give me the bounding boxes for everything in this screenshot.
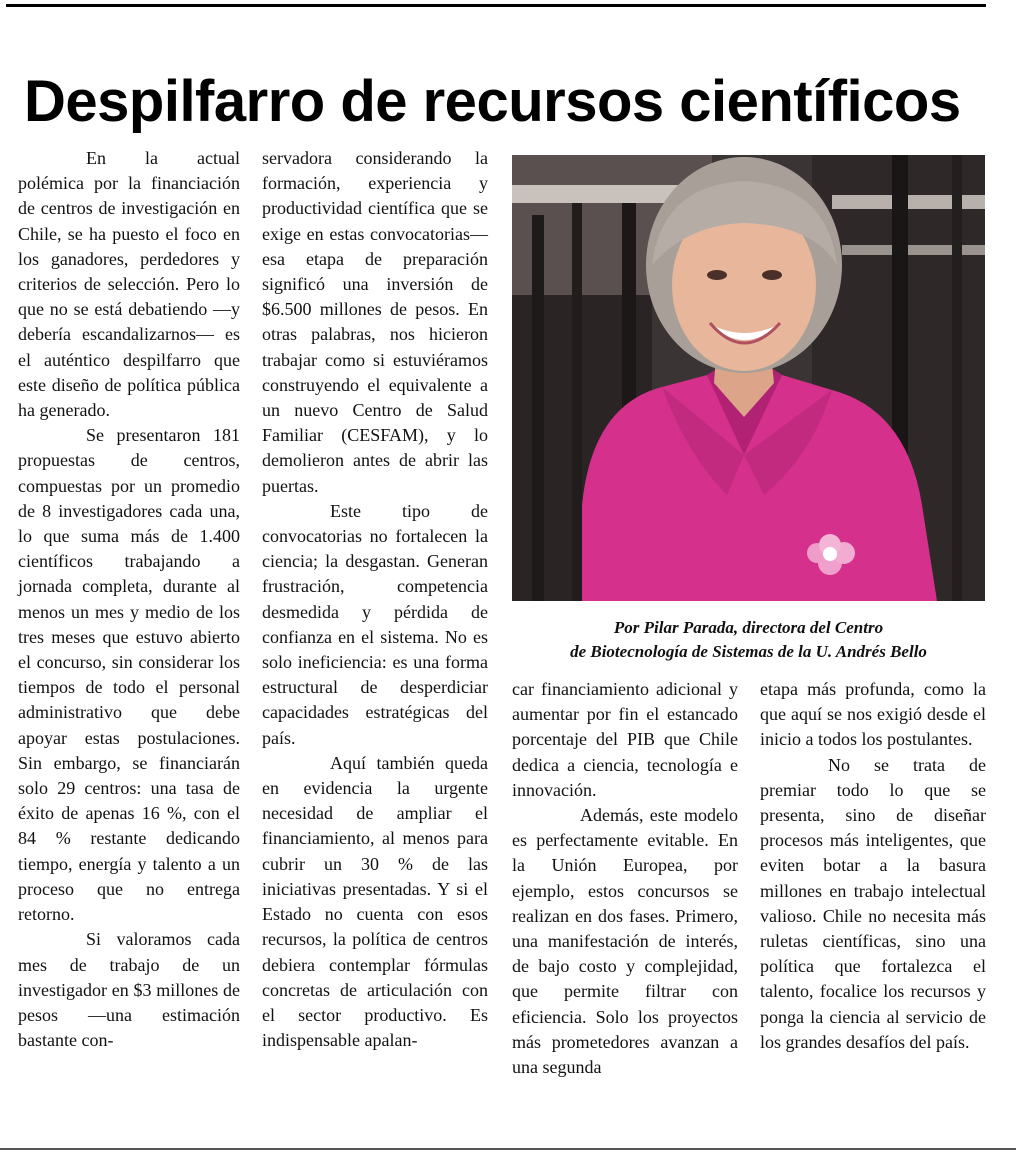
caption-line: de Biotecnología de Sistemas de la U. Andrés Bello (570, 642, 927, 661)
article-column-3 (512, 677, 738, 1080)
paragraph: Además, este modelo es perfectamente evitable. En la Unión Europea, por ejemplo, estos concursos se realizan en dos fases. Primero, una manifestación de interés, de bajo costo y complejidad, que permite filtrar con eficiencia. Solo los proyectos más prometedores avanzan a una segunda (512, 805, 738, 1078)
paragraph: En la actual polémica por la financiación de centros de investigación en Chile, se ha puesto el foco en los ganadores, perdedores y criterios de selección. Pero lo que no se está debatiendo —y debería escandalizarnos— es el auténtico despilfarro que este diseño de política pública ha generado. (18, 148, 240, 421)
top-rule (6, 4, 986, 7)
article-column-1 (18, 146, 240, 1053)
bottom-rule (0, 1148, 1016, 1150)
photo-caption (512, 616, 985, 664)
article-column-4 (760, 677, 986, 1055)
paragraph: servadora considerando la formación, experiencia y productividad científica que se exige en estas convocatorias— esa etapa de preparación significó una inversión de $6.500 millones de pesos. En otras palabras, nos hicieron trabajar como si estuviéramos construyendo el equivalente a un nuevo Centro de Salud Familiar (CESFAM), y lo demolieron antes de abrir las puertas. (262, 148, 488, 496)
paragraph: car financiamiento adicional y aumentar por fin el estancado porcentaje del PIB que Chile dedica a ciencia, tecnología e innovación. (512, 679, 738, 800)
paragraph: Se presentaron 181 propuestas de centros, compuestas por un promedio de 8 investigadores cada una, lo que suma más de 1.400 científicos trabajando a jornada completa, durante al menos un mes y medio de los tres meses que estuvo abierto el concurso, sin considerar los tiempos de todo el personal administrativo que debe apoyar estas postulaciones. Sin embargo, se financiarán solo 29 centros: una tasa de éxito de apenas 16 %, con el 84 % restante dedicando tiempo, energía y talento a un proceso que no entrega retorno. (18, 425, 240, 925)
paragraph: No se trata de premiar todo lo que se presenta, sino de diseñar procesos más inteligentes, que eviten botar a la basura millones en trabajo intelectual valioso. Chile no necesita más ruletas científicas, sino una política que fortalezca el talento, focalice los recursos y ponga la ciencia al servicio de los grandes desafíos del país. (760, 754, 986, 1052)
paragraph: Si valoramos cada mes de trabajo de un investigador en $3 millones de pesos —una estimación bastante con- (18, 929, 240, 1051)
author-photo (512, 155, 985, 601)
paragraph: Aquí también queda en evidencia la urgente necesidad de ampliar el financiamiento, al menos para cubrir un 30 % de las iniciativas presentadas. Y si el Estado no cuenta con esos recursos, la política de centros debiera contemplar fórmulas concretas de articulación con el sector productivo. Es indispensable apalan- (262, 752, 488, 1051)
headline: Despilfarro de recursos científicos (24, 69, 961, 134)
paragraph: etapa más profunda, como la que aquí se nos exigió desde el inicio a todos los postulantes. (760, 679, 986, 750)
caption-line: Por Pilar Parada, directora del Centro (613, 618, 884, 637)
paragraph: Este tipo de convocatorias no fortalecen la ciencia; la desgastan. Generan frustración, competencia desmedida y pérdida de confianza en el sistema. No es solo ineficiencia: es una forma estructural de desperdiciar capacidades estratégicas del país. (262, 500, 488, 748)
article-column-2 (262, 146, 488, 1053)
